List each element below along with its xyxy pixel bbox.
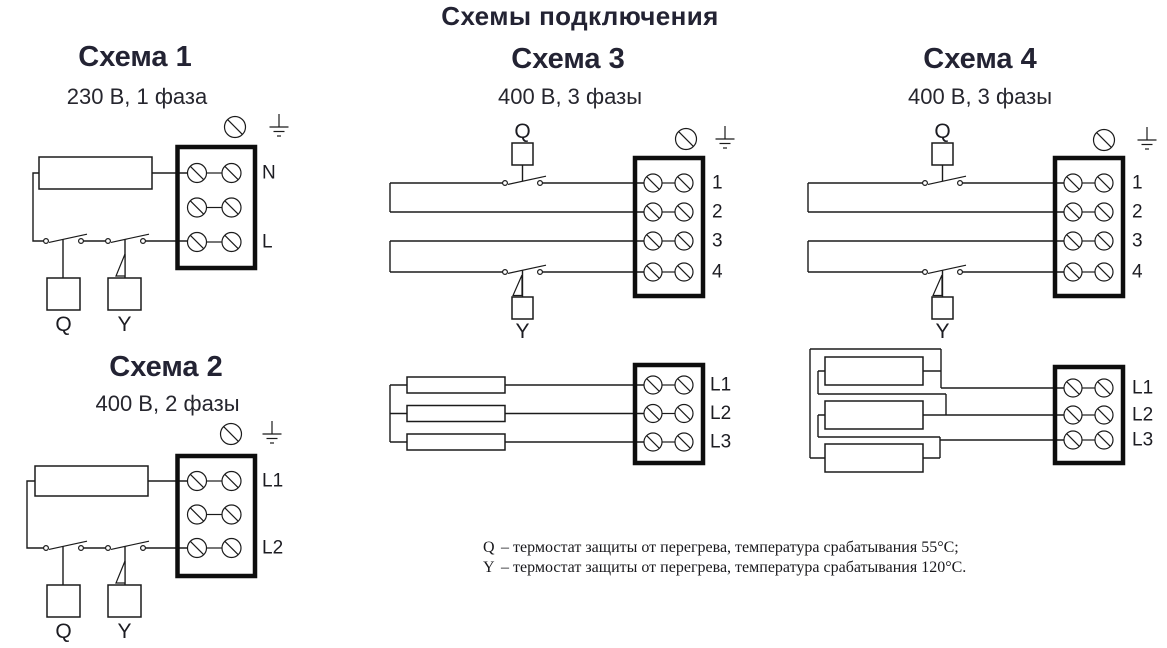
scheme4-earth-terminal-icon <box>1094 130 1115 151</box>
scheme4-terminal-pair-2 <box>1064 203 1113 221</box>
scheme3-heater-3 <box>407 434 505 450</box>
scheme3-label-t3: 3 <box>712 230 723 252</box>
scheme3-label-t2: 2 <box>712 201 723 223</box>
scheme4-thermostat-y-box <box>932 297 953 319</box>
scheme3-title: Схема 3 <box>511 43 625 75</box>
scheme2-circuit <box>27 421 283 643</box>
scheme4-top-wires <box>808 165 1064 297</box>
scheme3-thermostat-q-box <box>512 143 533 165</box>
scheme2-earth-terminal-icon <box>221 424 242 445</box>
scheme4-heater-1 <box>825 357 923 385</box>
scheme2-thermostat-y-box <box>108 585 141 617</box>
legend-symbol-q: Q <box>483 539 495 556</box>
scheme4-terminal-pair-l1 <box>1064 379 1113 397</box>
scheme3-subtitle: 400 В, 3 фазы <box>497 84 643 109</box>
scheme4-terminal-pair-l2 <box>1064 406 1113 424</box>
scheme4-terminal-pair-4 <box>1064 263 1113 281</box>
scheme3-label-l2: L2 <box>710 403 732 424</box>
scheme1-ground-icon <box>270 114 289 136</box>
scheme3-switch-y-icon <box>503 265 546 274</box>
scheme3-terminal-pair-l3 <box>644 433 693 451</box>
scheme2-heater <box>35 466 148 496</box>
scheme3-terminal-pair-3 <box>644 232 693 250</box>
scheme4-label-t3: 3 <box>1132 230 1143 252</box>
scheme3-terminal-pair-l1 <box>644 376 693 394</box>
scheme2-title: Схема 2 <box>109 351 223 383</box>
scheme4-terminal-pair-1 <box>1064 174 1113 192</box>
scheme4-thermal-triangle-icon <box>933 275 942 296</box>
scheme2-label-l1: L1 <box>262 470 284 492</box>
scheme3-label-l1: L1 <box>710 374 732 396</box>
scheme1-circuit <box>33 114 289 336</box>
scheme1-heater <box>39 157 152 189</box>
scheme3-terminal-pair-2 <box>644 203 693 221</box>
scheme3-label-y: Y <box>515 320 530 343</box>
scheme4-label-l3: L3 <box>1132 429 1154 451</box>
scheme2-label-y: Y <box>117 620 132 643</box>
scheme4-label-q: Q <box>934 120 951 143</box>
scheme4-terminal-pair-3 <box>1064 232 1113 250</box>
page-title: Схемы подключения <box>441 1 719 31</box>
scheme4-label-y: Y <box>935 320 950 343</box>
scheme4-heater-2 <box>825 401 923 429</box>
scheme3-label-t4: 4 <box>712 261 723 283</box>
scheme4-label-l2: L2 <box>1132 404 1154 426</box>
legend-symbol-y: Y <box>483 559 495 576</box>
scheme3-switch-q-icon <box>503 176 546 185</box>
scheme1-label-q: Q <box>55 313 72 336</box>
scheme2-terminal-pair-l1 <box>188 472 242 491</box>
scheme3-terminal-pair-l2 <box>644 405 693 423</box>
scheme2-label-q: Q <box>55 620 72 643</box>
scheme1-thermal-triangle-icon <box>116 254 125 276</box>
scheme3-circuit-bottom <box>390 365 731 463</box>
legend-text-q: – термостат защиты от перегрева, температура срабатывания 55°С; <box>501 539 959 556</box>
scheme1-subtitle: 230 В, 1 фаза <box>66 84 208 109</box>
scheme4-thermostat-q-box <box>932 143 953 165</box>
scheme2-ground-icon <box>263 421 282 443</box>
scheme1-label-y: Y <box>117 313 132 336</box>
scheme4-label-t1: 1 <box>1132 172 1143 194</box>
scheme4-label-t2: 2 <box>1132 201 1143 223</box>
scheme3-circuit-top <box>390 120 735 343</box>
scheme1-label-n: N <box>262 162 276 184</box>
scheme1-thermostat-y-box <box>108 278 141 310</box>
scheme4-label-l1: L1 <box>1132 377 1154 399</box>
scheme4-circuit-bottom <box>810 349 1153 472</box>
scheme3-thermal-triangle-icon <box>513 275 522 296</box>
scheme2-switch-q-icon <box>44 541 87 550</box>
scheme1-terminal-pair-n <box>188 164 242 183</box>
scheme3-thermostat-y-box <box>512 297 533 319</box>
scheme1-title: Схема 1 <box>78 41 192 73</box>
scheme2-label-l2: L2 <box>262 537 284 559</box>
scheme1-terminal-pair-l <box>188 233 242 252</box>
scheme1-earth-terminal-icon <box>225 117 246 138</box>
scheme4-terminal-pair-l3 <box>1064 431 1113 449</box>
scheme1-label-l: L <box>262 231 273 253</box>
scheme2-subtitle: 400 В, 2 фазы <box>95 391 240 416</box>
scheme2-thermostat-q-box <box>47 585 80 617</box>
scheme4-heater-3 <box>825 444 923 472</box>
scheme2-switch-y-icon <box>106 541 149 550</box>
scheme1-thermostat-q-box <box>47 278 80 310</box>
scheme4-title: Схема 4 <box>923 43 1037 75</box>
scheme3-label-t1: 1 <box>712 172 723 194</box>
scheme3-terminal-pair-4 <box>644 263 693 281</box>
scheme2-terminal-pair-l2 <box>188 539 242 558</box>
scheme2-terminal-pair-mid <box>188 505 242 524</box>
scheme4-subtitle: 400 В, 3 фазы <box>907 84 1053 109</box>
scheme4-circuit-top <box>808 120 1157 343</box>
scheme4-label-t4: 4 <box>1132 261 1143 283</box>
scheme2-thermal-triangle-icon <box>116 561 125 583</box>
scheme1-switch-q-icon <box>44 234 87 243</box>
scheme3-label-l3: L3 <box>710 431 732 453</box>
scheme4-ground-icon <box>1138 127 1157 149</box>
legend-text-y: – термостат защиты от перегрева, температура срабатывания 120°С. <box>501 559 967 576</box>
scheme3-heater-2 <box>407 406 505 422</box>
scheme3-ground-icon <box>716 126 735 148</box>
scheme3-heater-1 <box>407 377 505 393</box>
scheme1-terminal-pair-mid <box>188 198 242 217</box>
scheme4-switch-y-icon <box>923 265 966 274</box>
scheme3-top-wires <box>390 165 644 297</box>
scheme3-label-q: Q <box>514 120 531 143</box>
scheme4-switch-q-icon <box>923 176 966 185</box>
scheme3-terminal-pair-1 <box>644 174 693 192</box>
scheme1-switch-y-icon <box>106 234 149 243</box>
scheme3-earth-terminal-icon <box>676 129 697 150</box>
